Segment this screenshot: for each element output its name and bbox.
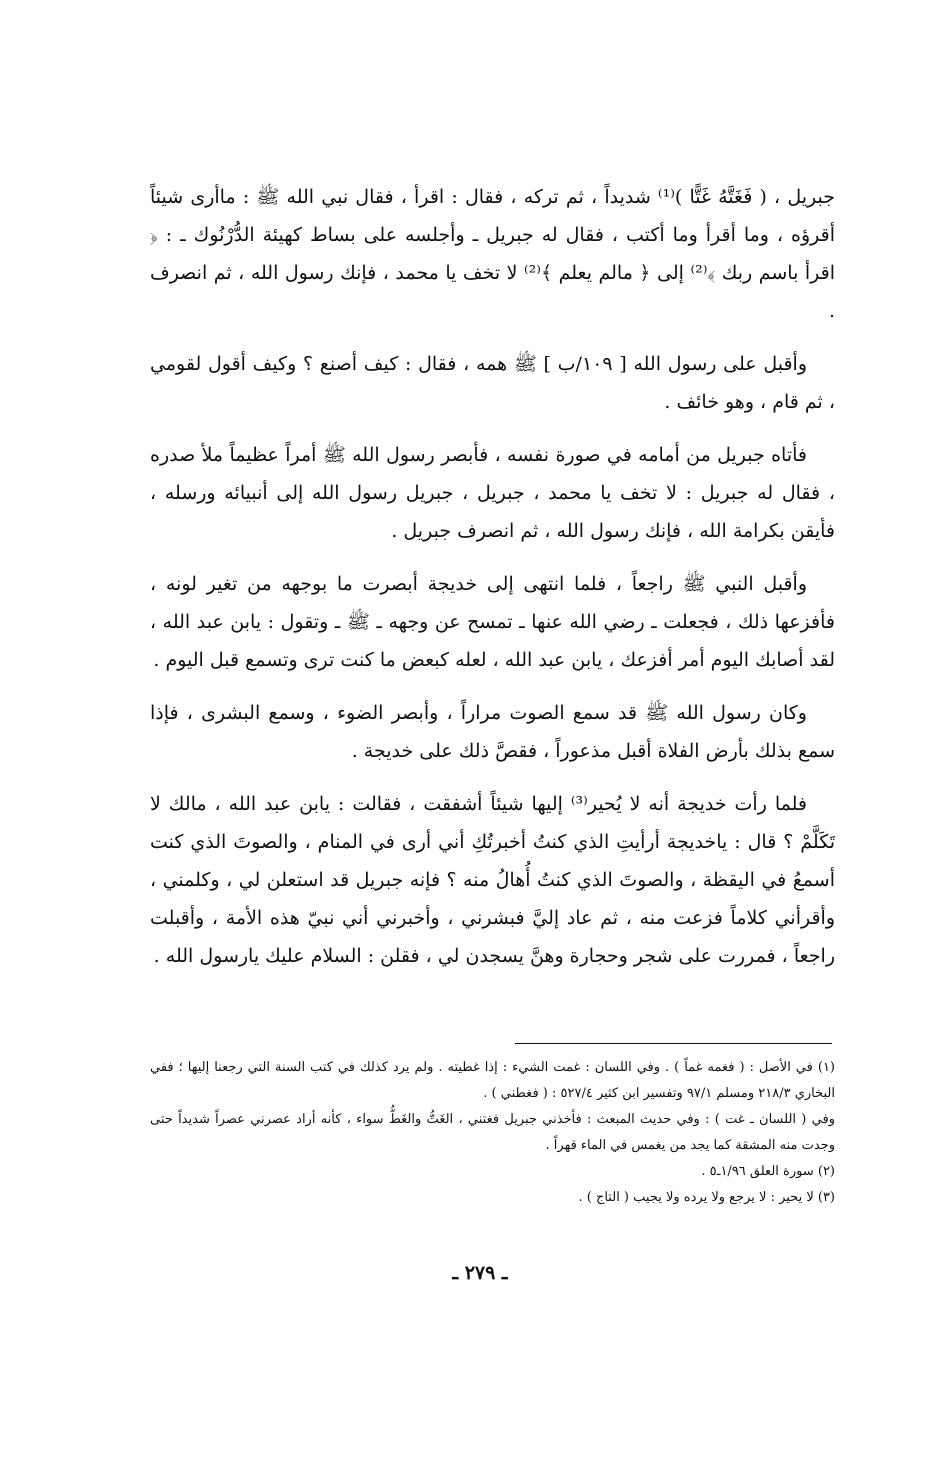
paragraph-5: وكان رسول الله ﷺ قد سمع الصوت مراراً ، وأبصر الضوء ، وسمع البشرى ، فإذا سمع بذلك بأرض الفلاة أقبل مذعوراً ، فقصَّ ذلك على خديجة . — [150, 702, 835, 762]
footnote-1: (١) في الأصل : ( فغمه غماً ) . وفي اللسان : غمت الشيء : إذا غطيته . ولم يرد كذلك في كتب السنة التي رجعنا إليها ؛ ففي البخاري ٢١٨/٣ ومسلم ٩٧/١ وتفسير ابن كثير ٥٢٧/٤ : ( فغطني ) . — [150, 1060, 835, 1101]
footnote-3: (٣) لا يحير : لا يرجع ولا يرده ولا يجيب ( التاج ) . — [578, 1190, 835, 1205]
paragraph-2: وأقبل على رسول الله [ ١٠٩/ب ] ﷺ همه ، فقال : كيف أصنع ؟ وكيف أقول لقومي ، ثم قام ، وهو خائف . — [150, 353, 835, 413]
footnote-2: (٢) سورة العلق ١/٩٦ـ٥ . — [701, 1164, 835, 1179]
paragraph-4: وأقبل النبي ﷺ راجعاً ، فلما انتهى إلى خديجة أبصرت ما بوجهه من تغير لونه ، فأفزعها ذلك ، فجعلت ـ رضي الله عنها ـ تمسح عن وجهه ـ ﷺ ـ وتقول : يابن عبد الله ، لقد أصابك اليوم أمر أفزعك ، يابن عبد الله ، لعله كبعض ما كنت ترى وتسمع قبل اليوم . — [150, 573, 835, 671]
paragraph-1: جبريل ، ( فَغَتَّهُ غَتًّا )⁽¹⁾ شديداً ، ثم تركه ، فقال : اقرأ ، فقال نبي الله ﷺ : ماأرى شيئاً أقرؤه ، وما أقرأ وما أكتب ، فقال له جبريل ـ وأجلسه على بساط كهيئة الدُّرْنُوك ـ : ﴿ اقرأ باسم ربك ﴾⁽²⁾ إلى ﴿ مالم يعلم ﴾⁽²⁾ لا تخف يا محمد ، فإنك رسول الله ، ثم انصرف . — [150, 186, 835, 322]
footnotes — [150, 1055, 835, 1211]
footnote-divider — [515, 1043, 832, 1044]
main-text — [150, 178, 835, 990]
paragraph-3: فأتاه جبريل من أمامه في صورة نفسه ، فأبصر رسول الله ﷺ أمراً عظيماً ملأ صدره ، فقال له جبريل : لا تخف يا محمد ، جبريل ، جبريل رسول الله إلى أنبيائه ورسله ، فأيقن بكرامة الله ، فإنك رسول الله ، ثم انصرف جبريل . — [150, 444, 835, 542]
page-number: ـ ٢٧٩ ـ — [452, 1262, 508, 1284]
paragraph-6: فلما رأت خديجة أنه لا يُحير⁽³⁾ إليها شيئاً أشفقت ، فقالت : يابن عبد الله ، مالك لا تَكَلَّمْ ؟ قال : ياخديجة أرأيتِ الذي كنتُ أخبرتُكِ أني أرى في المنام ، والصوتَ الذي كنت أسمعُ في اليقظة ، والصوتَ الذي كنتُ أُهالُ منه ؟ فإنه جبريل قد استعلن لي ، وكلمني ، وأقرأني كلاماً فزعت منه ، ثم عاد إليَّ فبشرني ، وأخبرني أني نبيّ هذه الأمة ، وأقبلت راجعاً ، فمررت على شجر وحجارة وهنَّ يسجدن لي ، فقلن : السلام عليك يارسول الله . — [150, 793, 835, 967]
footnote-1-continued: وفي ( اللسان ـ غت ) : وفي حديث المبعث : فأخذني جبريل فغتني ، الغَتُّ والغَطُّ سواء ، كأنه أراد عصرني عصراً شديداً حتى وجدت منه المشقة كما يجد من يغمس في الماء قهراً . — [150, 1112, 835, 1153]
